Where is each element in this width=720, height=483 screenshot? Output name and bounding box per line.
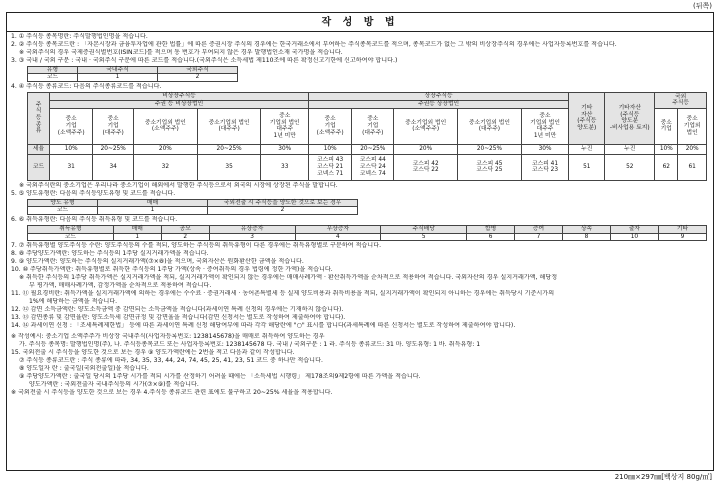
rate-row-label: 세율: [28, 144, 50, 154]
table-header-cell: 양도 유형: [28, 199, 98, 207]
table-header-cell: 무상증자: [295, 226, 381, 234]
instructions-title: 작 성 방 법: [7, 13, 713, 32]
table-header-cell: 상속: [563, 226, 611, 234]
type-col-header: 중소 기업 (소액주주): [50, 108, 93, 144]
table-header-cell: 국외주식: [158, 66, 238, 74]
type-col-header: 중소 기업외 법인 대주주 1년 미만: [521, 108, 569, 144]
rate-cell: 20%: [678, 144, 707, 154]
type-col-header: 중소기업외 법인 (대주주): [197, 108, 261, 144]
instruction-line: 8. ⑧ 주당양도가액란: 양도하는 주식등의 1주당 실지거래가액을 적습니다.: [11, 250, 209, 258]
table-cell: 코드: [28, 233, 114, 241]
instruction-note: ※ 국외주식의 경우 국제증권식별번호(ISIN코드)를 적으며 동 번호가 부여되지 않은 경우 발행법인소재 국가명을 적습니다.: [19, 48, 343, 56]
instruction-line: 13. ⑬ 감면종류 및 감면율란: 양도소득세 감면규정 및 감면율을 적습니다(감면 신청서는 별도로 작성하여 제출하여야 합니다).: [11, 313, 346, 321]
rate-cell: 20~25%: [93, 144, 134, 154]
code-cell: 34: [93, 154, 134, 180]
code-cell: 코스피 42 코스닥 22: [394, 154, 458, 180]
table-cell: 7: [515, 233, 563, 241]
domestic-foreign-code-table: [27, 66, 238, 82]
code-cell: 코스피 45 코스닥 25: [458, 154, 522, 180]
instruction-line: 7. ⑦ 취득유형별 양도주식등 수란: 양도주식등의 수를 적되, 양도하는 주식등의 취득유형이 다른 경우에는 취득유형별로 구분하여 적습니다.: [11, 242, 382, 250]
rate-cell: 20~25%: [197, 144, 261, 154]
instruction-line: 15. 국외전출 시 주식등을 양도한 것으로 보는 경우 ⑨ 양도가액란에는 2번을 적고 다음과 같이 작성합니다.: [11, 349, 295, 357]
table-header-cell: 취득유형: [28, 226, 114, 234]
type-col-header: 중소 기업 (대주주): [93, 108, 134, 144]
instruction-line: ※ 취득한 주식등의 1주당 취득가액은 실지거래가액을 적되, 실지거래가액이 확인되지 않는 경우에는 매매사례가액 · 환산취득가액을 순차적으로 적용하여 적습니다. 국외자산의 경우 실지거래가액, 해당정: [19, 274, 558, 281]
table-cell: 2: [208, 207, 358, 215]
instruction-line: 14. ⑭ 과세이연 신청 : 「조세특례제한법」 등에 따른 과세이연 특례 신청 해당여부에 따라 각각 해당란에 "○" 표시를 합니다(과세특례에 따른 신청서는 별도로 작성하여 제출하여야 합니다).: [11, 321, 516, 329]
code-cell: 코스피 41 코스닥 23: [521, 154, 569, 180]
table-cell: 2: [161, 233, 209, 241]
instruction-note: ※ 국외주식란의 중소기업은 우리나라 중소기업이 해외에서 발행한 주식등으로서 외국의 시장에 상장된 주식을 말합니다.: [19, 181, 338, 189]
instructions-frame: [6, 12, 714, 471]
table-cell: 1: [98, 207, 208, 215]
instruction-line: 3. ③ 국내 / 국외 구분 : 국내 · 국외주식 구분에 따른 코드를 적습니다.(국외주식은 소득세법 제110조에 따른 확정신고기한에 신고하여야 합니다.): [11, 56, 398, 64]
table-cell: 5: [381, 233, 467, 241]
table-header-cell: 유상증자: [209, 226, 295, 234]
instruction-block-1: [11, 33, 709, 65]
instruction-line: ※ 국외전출 시 주식등을 양도한 것으로 보는 경우 4.주식등 종류코드 관련 표에도 불구하고 20~25% 세율을 적용합니다.: [11, 388, 333, 396]
instruction-line: 5. ⑤ 양도유형란: 다음의 주식등양도유형 및 코드를 적습니다.: [11, 189, 176, 197]
type-col-header: 중소 기업 (대주주): [352, 108, 394, 144]
table-header-cell: 합병: [467, 226, 515, 234]
instruction-line: 9. ⑨ 양도가액란: 양도하는 주식등의 실지거래가액(⑦×⑧)을 적으며, 국외자산은 원화환산한 금액을 적습니다.: [11, 258, 304, 266]
code-cell: 코스피 44 코스닥 24 코넥스 74: [352, 154, 394, 180]
table-cell: 9: [658, 233, 706, 241]
type-col-header: 중소 기업외 법인: [678, 108, 707, 144]
type-col-header: 중소기업외 법인 (소액주주): [134, 108, 198, 144]
instruction-line: ⑧ 양도일자 란 : 출국일(국외전출일)을 적습니다.: [19, 365, 149, 373]
code-cell: 32: [134, 154, 198, 180]
table-header-cell: 증여: [515, 226, 563, 234]
instruction-line: ⑦ 주식등 종류코드란 : 주식 종류에 따라, 34, 35, 33, 44, 24, 74, 45, 25, 41, 23, 51 코드 중 하나만 적습니다.: [19, 357, 323, 365]
code-row-label: 코드: [28, 154, 50, 180]
table-header-cell: 매매: [98, 199, 208, 207]
instruction-line: 4. ④ 주식등 종류코드: 다음의 주식종류코드를 적습니다.: [11, 83, 162, 90]
type-col-header: 중소 기업 (소액주주): [308, 108, 351, 144]
rate-cell: 30%: [521, 144, 569, 154]
code-cell: 31: [50, 154, 93, 180]
code-cell: 52: [605, 154, 655, 180]
type-col-header: 중소기업외 법인 (소액주주): [394, 108, 458, 144]
instruction-block-2: [11, 242, 709, 397]
stock-type-code-table: [27, 92, 707, 181]
table-header-cell: 국외전출 시 주식등을 양도한 것으로 보는 경우: [208, 199, 358, 207]
rate-cell: 누진: [605, 144, 655, 154]
rate-cell: 20%: [394, 144, 458, 154]
group-unlisted: 비상장주식등: [50, 92, 309, 100]
rate-cell: 20~25%: [458, 144, 522, 154]
table-cell: 코드: [28, 207, 98, 215]
instruction-line: 2. ② 주식등 종목코드란 : 「자본시장과 금융투자업에 관한 법률」에 따른 증권시장 주식의 경우에는 한국거래소에서 부여하는 주식종목코드를 적으며, 종목코드가 없는 그 밖의 비상장주식의 경우에는 사업자등록번호를 적습니다.: [11, 40, 617, 48]
table-cell: 4: [295, 233, 381, 241]
table-header-cell: 공모: [161, 226, 209, 234]
instruction-line: 10. ⑩ 주당취득가액란: 취득유형별로 취득한 주식등의 1주당 가액(상속 · 증여취득의 경우 법령에 정한 가액)을 적습니다.: [11, 266, 333, 274]
table-cell: 3: [209, 233, 295, 241]
instruction-line: 12. ⑫ 감면 소득금액란: 양도소득금액 중 감면되는 소득금액을 적습니다(과세이연 특례 신청의 경우에는 기재하지 않습니다).: [11, 305, 344, 313]
rate-cell: 10%: [50, 144, 93, 154]
rate-cell: 10%: [655, 144, 678, 154]
instruction-line: ※ 작성예시: 중소기업 소액주주가 비상장 국내주식(사업자등록번호: 1238145678)을 매매로 취득하여 양도하는 경우: [11, 333, 325, 341]
instruction-line: 1. ① 주식등 종목명란: 주식발행법인명을 적습니다.: [11, 33, 148, 40]
instruction-line: 가. 주식등 종목명: 발행법인명(주), 나. 주식등종목코드 또는 사업자등록번호: 1238145678 다. 국내 / 국외구분 : 1 라. 주식등 종류코드: 31 마. 양도유형: 1 바. 취득유형: 1: [19, 341, 481, 349]
code-cell: 코스피 43 코스닥 21 코넥스 71: [308, 154, 351, 180]
instruction-line: 부 평가액, 매매사례가액, 감정가액을 순차적으로 적용하여 적습니다.: [29, 281, 212, 289]
table-cell: 8: [563, 233, 611, 241]
transfer-type-code-table: [27, 199, 358, 215]
type-col-header: 중소기업외 법인 (대주주): [458, 108, 522, 144]
acquisition-type-code-table: [27, 225, 707, 241]
col-other-asset: 기타 자산 (주식등 양도분): [569, 92, 605, 144]
table-header-cell: 국내주식: [78, 66, 158, 74]
instruction-line: 6. ⑥ 취득유형란: 다음의 주식등 취득유형 및 코드를 적습니다.: [11, 216, 178, 224]
table-cell: 1: [113, 233, 161, 241]
group-listed: 상장주식등: [308, 92, 568, 100]
table-header-cell: 주식배당: [381, 226, 467, 234]
sub-unlisted: 주권 등 비상장법인: [50, 100, 309, 108]
col-foreign: 국외 주식등: [655, 92, 707, 108]
code-cell: 62: [655, 154, 678, 180]
rate-cell: 10%: [308, 144, 351, 154]
rate-cell: 누진: [569, 144, 605, 154]
page-side-mark: (뒤쪽): [693, 2, 712, 10]
instruction-line: 1%에 해당하는 금액을 적습니다.: [29, 297, 118, 305]
instruction-line: 양도가액란 : 국외전출자 국내주식등의 시가(⑦×⑨)를 적습니다.: [29, 380, 199, 388]
table-cell: 2: [158, 74, 238, 82]
rate-cell: 20%: [134, 144, 198, 154]
instruction-line: ⑨ 주당양도가액란 : 출국일 당시의 1주당 시가를 적되 시가를 산정하기 어려울 때에는 「소득세법 시행령」 제178조의9제2항에 따른 가액을 적습니다.: [19, 373, 421, 381]
paper-spec: 210㎜×297㎜[백상지 80g/㎡]: [614, 472, 712, 481]
type-col-header: 중소 기업외 법인 대주주 1년 미만: [261, 108, 309, 144]
table-header-cell: 출자: [610, 226, 658, 234]
table-cell: 6: [467, 233, 515, 241]
col-other-asset-land: 기타자산 (주식등 양도분 -비사업용 토지): [605, 92, 655, 144]
table-header-cell: 유형: [28, 66, 78, 74]
rate-cell: 20~25%: [352, 144, 394, 154]
code-cell: 33: [261, 154, 309, 180]
type-col-header: 중소 기업: [655, 108, 678, 144]
table-header-cell: 기타: [658, 226, 706, 234]
code-cell: 51: [569, 154, 605, 180]
rate-cell: 30%: [261, 144, 309, 154]
table-cell: 코드: [28, 74, 78, 82]
table-cell: 10: [610, 233, 658, 241]
instruction-line: 11. ⑪ 필요경비란: 취득가액을 실지거래가액에 의하는 경우에는 수수료 · 증권거래세 · 농어촌특별세 등 실제 양도비용과 취득비용을 적되, 실지거래가액이 확인되지 아니하는 경우에는 취득당시 기준시가의: [11, 289, 555, 297]
stock-type-side-label: 주 식 등 종 류: [28, 92, 50, 144]
code-cell: 61: [678, 154, 707, 180]
table-header-cell: 매매: [113, 226, 161, 234]
table-cell: 1: [78, 74, 158, 82]
code-cell: 35: [197, 154, 261, 180]
sub-listed: 주권등 상장법인: [308, 100, 568, 108]
